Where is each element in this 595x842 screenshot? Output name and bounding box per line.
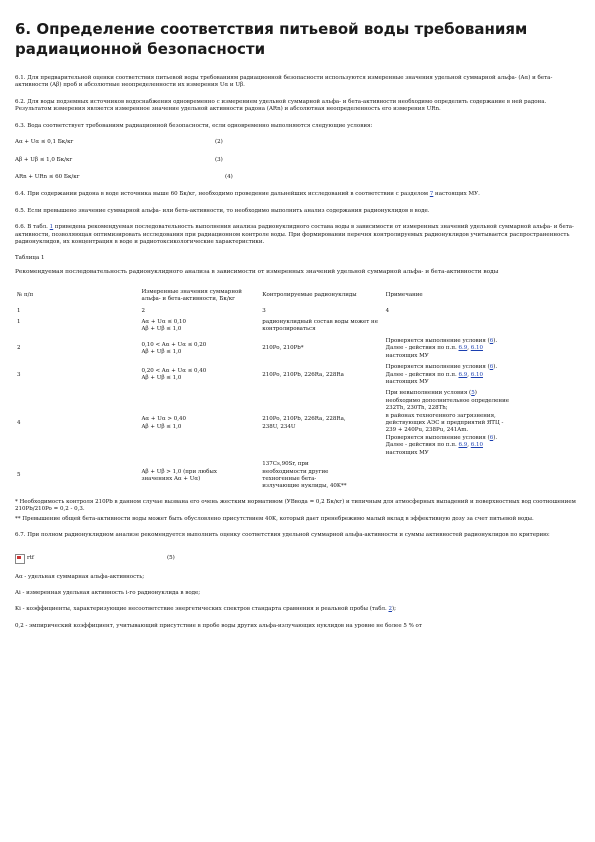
row-nuclides: 210Po, 210Pb, 226Ra, 228Ra, 238U, 234U — [262, 416, 346, 430]
row-values: Aβ + Uβ > 1,0 (при любых значениях Aα + Uα) — [141, 468, 217, 482]
table-row — [15, 362, 580, 388]
formula-expression: ARn + URn ≤ 60 Бк/кг — [15, 173, 80, 180]
row-nuclides: 210Po, 210Pb* — [262, 345, 304, 352]
header-values: Измеренные значения суммарной альфа- и бета-активности, Бк/кг — [141, 288, 242, 303]
formula-2 — [15, 139, 580, 146]
row-nuclides: 210Po, 210Pb, 226Ra, 228Ra — [262, 371, 344, 378]
formula-4 — [15, 174, 580, 181]
index-cell: 2 — [141, 307, 145, 314]
index-cell: 3 — [262, 307, 266, 314]
definition-coefficient: 0,2 - эмпирический коэффициент, учитывающий присутствие в пробе воды других альфа-излучающих нуклидов на уровне не более 5 % от — [15, 622, 422, 629]
condition-6-link[interactable]: 6 — [489, 364, 494, 371]
row-number: 1 — [17, 318, 21, 325]
formula-expression: Aβ + Uβ ≤ 1,0 Бк/кг — [15, 156, 73, 163]
page-title: 6. Определение соответствия питьевой воды требованиям радиационной безопасности — [15, 20, 528, 58]
table-row — [15, 317, 580, 336]
table-2-link[interactable]: 2 — [388, 606, 392, 613]
row-note — [384, 459, 580, 493]
row-nuclides: 137Cs,90Sr, при необходимости другие техногенные бета- излучающие нуклиды, 40K** — [262, 461, 347, 490]
paragraph-6-3: 6.3. Вода соответствует требованиям радиационной безопасности, если одновременно выполняются следующие условия: — [15, 122, 373, 129]
paragraph-6-5: 6.5. Если превышено значение суммарной альфа- или бета-активности, то необходимо выполнить анализ содержания радионуклидов в воде. — [15, 207, 430, 214]
definition-ai: Ai - измеренная удельная активность i-го радионуклида в воде; — [15, 589, 201, 596]
paragraph-6-2: 6.2. Для воды подземных источников водоснабжения одновременно с измерением удельной суммарной альфа- и бета-активности необходимо определить содержание в ней радона. Результатом измерения является измеренное значение удельной активности радона (ARn) и абсолютная неопределенность его измерения URn. — [15, 98, 547, 113]
row-values: 0,20 < Aα + Uα ≤ 0,40 Aβ + Uβ ≤ 1,0 — [141, 367, 207, 382]
table-note: * Необходимость контроля 210Pb в данном случае вызвана его очень жестким нормативом (УВвода = 0,2 Бк/кг) и типичным для атмосферных выпадений и поверхностных вод соотношением 210Pb/210Po = 0,2 - 0,3. — [15, 498, 576, 513]
row-note: Проверяется выполнение условия (6). Далее - действия по п.п. 6.9, 6.10 настоящих МУ — [385, 337, 498, 359]
row-values: 0,10 < Aα + Uα ≤ 0,20 Aβ + Uβ ≤ 1,0 — [141, 341, 207, 355]
row-values: Aα + Uα ≤ 0,10 Aβ + Uβ ≤ 1,0 — [141, 318, 186, 333]
condition-6-link[interactable]: 6 — [489, 337, 494, 344]
row-nuclides: радионуклидный состав воды может не контролироваться — [262, 318, 378, 333]
formula-5 — [15, 554, 580, 564]
table-row — [15, 336, 580, 362]
table-notes — [15, 499, 580, 523]
table-caption: Рекомендуемая последовательность радионуклидного анализа в зависимости от измеренных значений удельной суммарной альфа- и бета-активности воды — [15, 268, 499, 275]
broken-image-icon — [15, 554, 25, 564]
table-label: Таблица 1 — [15, 255, 45, 262]
header-nuclides: Контролируемые радионуклиды — [262, 292, 357, 299]
definition-ki: Ki - коэффициенты, характеризующие несоответствие энергетических спектров стандарта сравнения и реальной пробы (табл. 2); — [15, 606, 396, 613]
index-cell: 4 — [385, 307, 390, 314]
item-6-10-link[interactable]: 6.10 — [470, 442, 483, 449]
row-note: Проверяется выполнение условия (6). Далее - действия по п.п. 6.9, 6.10 настоящих МУ — [385, 364, 498, 385]
formula-number: (3) — [215, 156, 223, 163]
index-cell: 1 — [17, 307, 21, 314]
formula-number: (2) — [215, 139, 223, 146]
item-6-10-link[interactable]: 6.10 — [470, 371, 483, 378]
condition-6-link[interactable]: 6 — [489, 434, 494, 441]
formula-3 — [15, 157, 580, 164]
table-note: ** Превышение общей бета-активности воды может быть обусловлено присутствием 40K, который дает пренебрежимо малый вклад в эффективную дозу за счет питьевой воды. — [15, 515, 534, 522]
row-number: 5 — [17, 472, 21, 479]
paragraph-6-1: 6.1. Для предварительной оценки соответствия питьевой воды требованиям радиационной безопасности используются измеренные значения удельной суммарной альфа- (Aα) и бета-активности (Aβ) проб и абсолютные неопределенности их измерения Uα и Uβ. — [15, 75, 553, 89]
table-header-row — [15, 287, 580, 306]
item-6-10-link[interactable]: 6.10 — [470, 345, 483, 352]
row-note: При невыполнении условия (5) необходимо дополнительное определение 232Th, 230Th, 228Th; в районах техногенного загрязнения, действующих АЭС и предприятий ЯТЦ - 239 + 240Pu, 238Pu, 241Am. Проверяется выполнение условия (6). Далее - действия по п.п. 6.9, 6.10 настоящих МУ — [385, 390, 510, 456]
formula-expression: Aα + Uα ≤ 0,1 Бк/кг — [15, 139, 74, 146]
formula-number: (5) — [167, 554, 175, 561]
table-row — [15, 459, 580, 493]
row-number: 3 — [17, 371, 21, 378]
table-index-row — [15, 306, 580, 317]
item-6-9-link[interactable]: 6.9 — [458, 345, 468, 352]
header-number: № п/п — [17, 292, 34, 299]
row-number: 4 — [17, 420, 21, 427]
row-values: Aα + Uα > 0,40 Aβ + Uβ ≤ 1,0 — [141, 416, 186, 430]
section-7-link[interactable]: 7 — [429, 191, 434, 198]
radionuclide-table — [15, 287, 580, 493]
header-note: Примечание — [385, 292, 423, 299]
condition-5-link[interactable]: 5 — [471, 390, 475, 397]
item-6-9-link[interactable]: 6.9 — [458, 371, 468, 378]
definition-a-alpha: Aα - удельная суммарная альфа-активность; — [15, 573, 145, 580]
table-1-link[interactable]: 1 — [49, 224, 54, 231]
table-row — [15, 388, 580, 459]
formula-image-alt: rtf — [27, 554, 34, 561]
row-note — [384, 317, 580, 336]
paragraph-6-7: 6.7. При полном радионуклидном анализе рекомендуется выполнить оценку соответствия удельной суммарной альфа-активности и суммы активностей радионуклидов по критерию: — [15, 532, 550, 539]
formula-number: (4) — [225, 173, 233, 180]
row-number: 2 — [17, 345, 21, 352]
item-6-9-link[interactable]: 6.9 — [458, 442, 468, 449]
paragraph-6-6: 6.6. В табл. 1 приведена рекомендуемая последовательность выполнения анализа радионуклидного состава воды в зависимости от измеренных значений удельной суммарной альфа- и бета-активности, позволяющая оптимизировать исследования при радиационном контроле воды. При формировании перечня контролируемых радионуклидов учитывается распространенность радионуклидов, их концентрация в воде и радиотоксикологические характеристики. — [15, 224, 574, 246]
paragraph-6-4: 6.4. При содержании радона в воде источника выше 60 Бк/кг, необходимо проведение дальнейших исследований в соответствии с разделом 7 настоящих МУ. — [15, 191, 480, 198]
